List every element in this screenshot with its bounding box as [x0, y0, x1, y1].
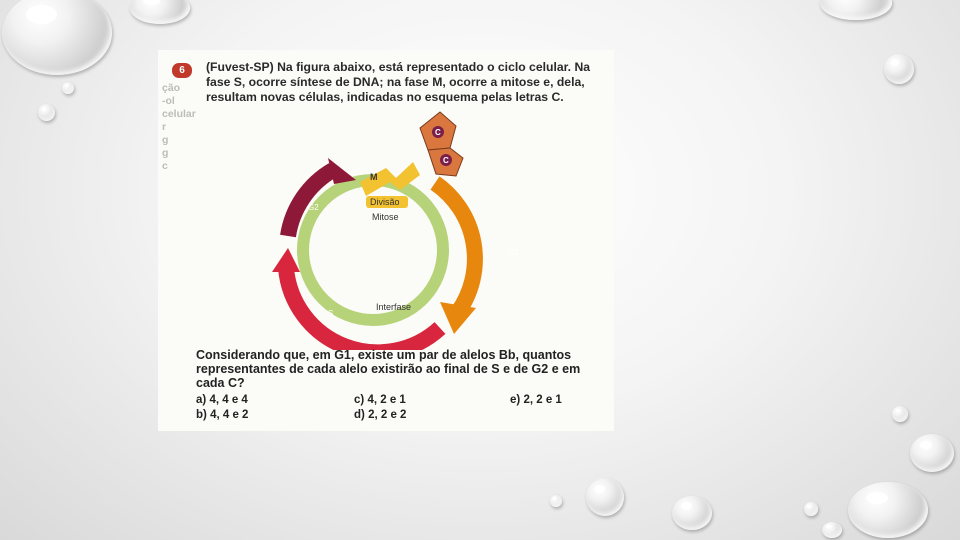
s-arrowhead	[272, 248, 300, 272]
textbook-scan	[158, 50, 614, 431]
option-b-label: b)	[196, 409, 207, 421]
option-a-label: a)	[196, 394, 207, 406]
option-d	[354, 409, 406, 421]
label-s: S	[328, 309, 334, 318]
g2-arrowhead	[328, 158, 356, 184]
option-b	[196, 409, 248, 421]
water-drop	[130, 0, 190, 24]
cell-cycle-diagram	[158, 50, 614, 350]
question-prompt: Considerando que, em G1, existe um par de alelos Bb, quantos representantes de cada alelo existirão ao final de S e de G2 e em cada C?	[196, 348, 581, 390]
label-interphase: Interfase	[376, 302, 412, 312]
option-a	[196, 394, 248, 406]
water-drop	[910, 434, 954, 472]
water-drop	[820, 0, 892, 20]
water-drop	[822, 522, 842, 538]
faded-text: ção -ol celular r g g c	[162, 82, 196, 172]
water-drop	[2, 0, 112, 75]
cell-label-lower: C	[443, 156, 449, 165]
water-drop	[804, 502, 818, 516]
water-drop	[38, 104, 55, 121]
water-drop	[672, 496, 712, 530]
question-number-badge: 6	[172, 63, 192, 78]
option-e-text: 2, 2 e 1	[523, 394, 562, 406]
water-drop	[848, 482, 928, 538]
label-division: Divisão	[370, 197, 400, 207]
option-e	[510, 394, 562, 406]
option-a-text: 4, 4 e 4	[209, 394, 248, 406]
water-drop	[550, 495, 562, 507]
label-mitosis: Mitose	[372, 212, 399, 222]
cell-label-upper: C	[435, 128, 441, 137]
option-e-label: e)	[510, 394, 521, 406]
option-c	[354, 394, 406, 406]
label-g1: G1	[508, 248, 519, 257]
label-g2: G2	[308, 203, 319, 212]
option-c-label: c)	[354, 394, 365, 406]
water-drop	[586, 478, 624, 516]
option-c-text: 4, 2 e 1	[367, 394, 406, 406]
water-drop	[884, 54, 914, 84]
option-d-label: d)	[354, 409, 365, 421]
question-header-text: (Fuvest-SP) Na figura abaixo, está representado o ciclo celular. Na fase S, ocorre síntese de DNA; na fase M, ocorre a mitose e, dela, resultam novas células, indicadas no esquema pelas letras C.	[206, 60, 591, 104]
water-drop	[892, 406, 908, 422]
option-b-text: 4, 4 e 2	[210, 409, 249, 421]
label-m: M	[370, 172, 378, 182]
water-drop	[62, 82, 74, 94]
option-d-text: 2, 2 e 2	[368, 409, 407, 421]
